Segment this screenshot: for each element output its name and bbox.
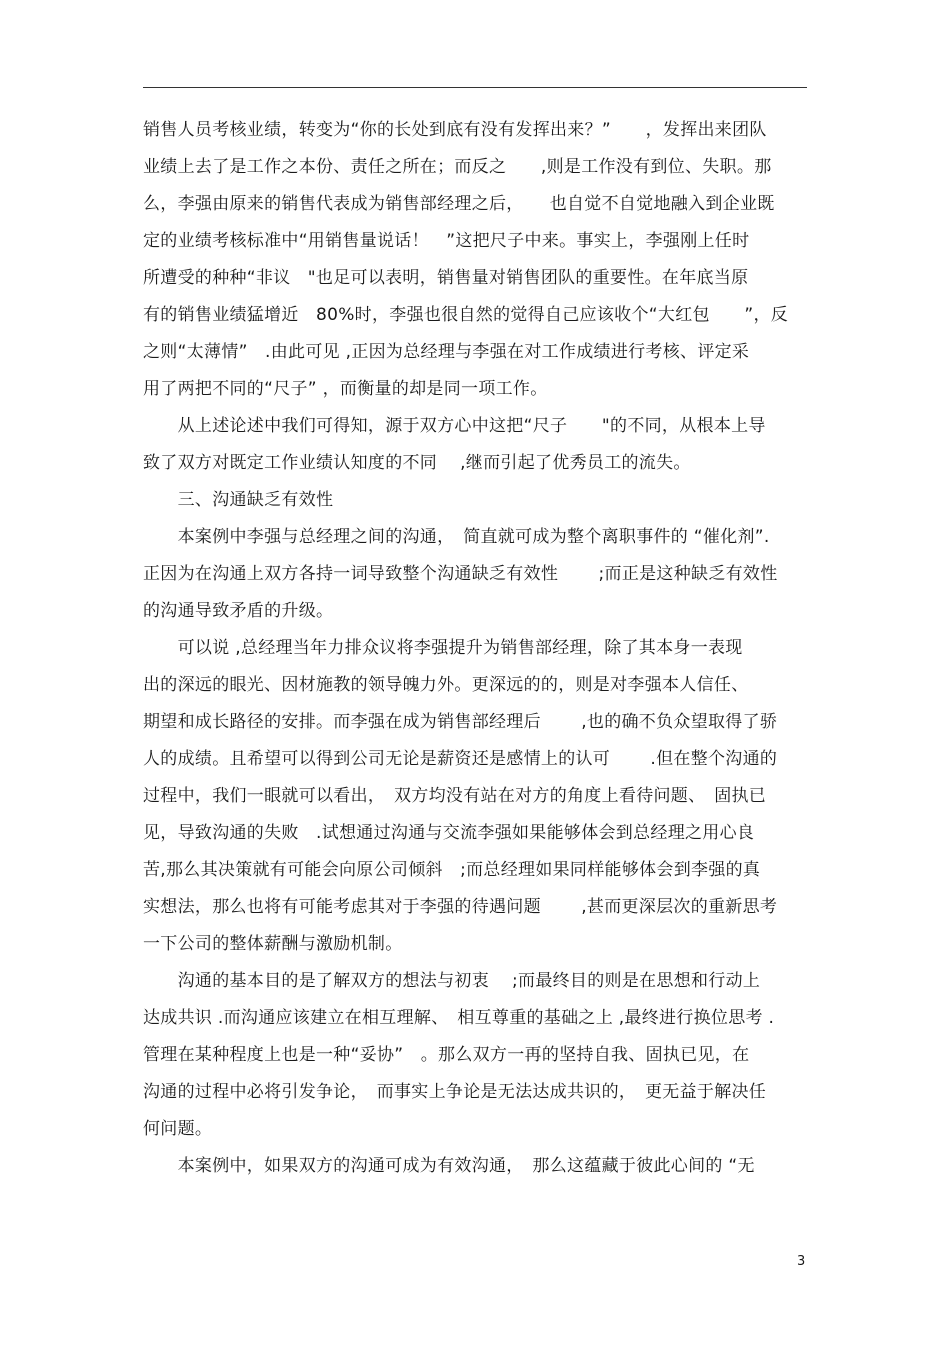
text-line: 三、沟通缺乏有效性 bbox=[143, 490, 334, 510]
text-line: 之则“太薄情” .由此可见 ,正因为总经理与李强在对工作成绩进行考核、评定采 bbox=[143, 342, 750, 362]
text-line: 沟通的过程中必将引发争论， 而事实上争论是无法达成共识的， 更无益于解决任 bbox=[143, 1082, 767, 1102]
text-line: 的沟通导致矛盾的升级。 bbox=[143, 601, 334, 621]
header-rule bbox=[143, 87, 807, 88]
text-line: 管理在某种程度上也是一种“妥协” 。那么双方一再的坚持自我、固执已见，在 bbox=[143, 1045, 750, 1065]
text-line: 人的成绩。且希望可以得到公司无论是薪资还是感情上的认可 .但在整个沟通的 bbox=[143, 749, 778, 769]
page-number: 3 bbox=[797, 1254, 806, 1269]
text-line: 本案例中，如果双方的沟通可成为有效沟通， 那么这蕴藏于彼此心间的 “无 bbox=[143, 1156, 755, 1176]
text-line: 实想法，那么也将有可能考虑其对于李强的待遇问题 ,甚而更深层次的重新思考 bbox=[143, 897, 778, 917]
text-line: 销售人员考核业绩，转变为“你的长处到底有没有发挥出来？” ，发挥出来团队 bbox=[143, 120, 767, 140]
text-line: 期望和成长路径的安排。而李强在成为销售部经理后 ,也的确不负众望取得了骄 bbox=[143, 712, 778, 732]
text-line: 一下公司的整体薪酬与激励机制。 bbox=[143, 934, 403, 954]
text-line: 业绩上去了是工作之本份、责任之所在；而反之 ,则是工作没有到位、失职。那 bbox=[143, 157, 772, 177]
text-line: 致了双方对既定工作业绩认知度的不同 ,继而引起了优秀员工的流失。 bbox=[143, 453, 691, 473]
text-line: 正因为在沟通上双方各持一词导致整个沟通缺乏有效性 ;而正是这种缺乏有效性 bbox=[143, 564, 778, 584]
text-line: 沟通的基本目的是了解双方的想法与初衷 ;而最终目的则是在思想和行动上 bbox=[143, 971, 761, 991]
text-line: 何问题。 bbox=[143, 1119, 213, 1139]
text-line: 见，导致沟通的失败 .试想通过沟通与交流李强如果能够体会到总经理之用心良 bbox=[143, 823, 755, 843]
text-line: 本案例中李强与总经理之间的沟通， 简直就可成为整个离职事件的 “催化剂”. bbox=[143, 527, 770, 547]
text-line: 定的业绩考核标准中“用销售量说话！ ”这把尺子中来。事实上，李强刚上任时 bbox=[143, 231, 750, 251]
text-line: 达成共识 .而沟通应该建立在相互理解、 相互尊重的基础之上 ,最终进行换位思考 . bbox=[143, 1008, 775, 1028]
text-line: 所遭受的种种“非议 "也足可以表明，销售量对销售团队的重要性。在年底当原 bbox=[143, 268, 749, 288]
text-line: 出的深远的眼光、因材施教的领导魄力外。更深远的的，则是对李强本人信任、 bbox=[143, 675, 749, 695]
text-line: 用了两把不同的“尺子” ，而衡量的却是同一项工作。 bbox=[143, 379, 548, 399]
text-line: 苦,那么其决策就有可能会向原公司倾斜 ;而总经理如果同样能够体会到李强的真 bbox=[143, 860, 761, 880]
text-line: 有的销售业绩猛增近 80%时，李强也很自然的觉得自己应该收个“大红包 ”，反 bbox=[143, 305, 789, 325]
text-line: 过程中，我们一眼就可以看出， 双方均没有站在对方的角度上看待问题、 固执已 bbox=[143, 786, 767, 806]
text-line: 可以说 ,总经理当年力排众议将李强提升为销售部经理，除了其本身一表现 bbox=[143, 638, 743, 658]
text-line: 从上述论述中我们可得知，源于双方心中这把“尺子 "的不同，从根本上导 bbox=[143, 416, 766, 436]
text-line: 么，李强由原来的销售代表成为销售部经理之后， 也自觉不自觉地融入到企业既 bbox=[143, 194, 775, 214]
